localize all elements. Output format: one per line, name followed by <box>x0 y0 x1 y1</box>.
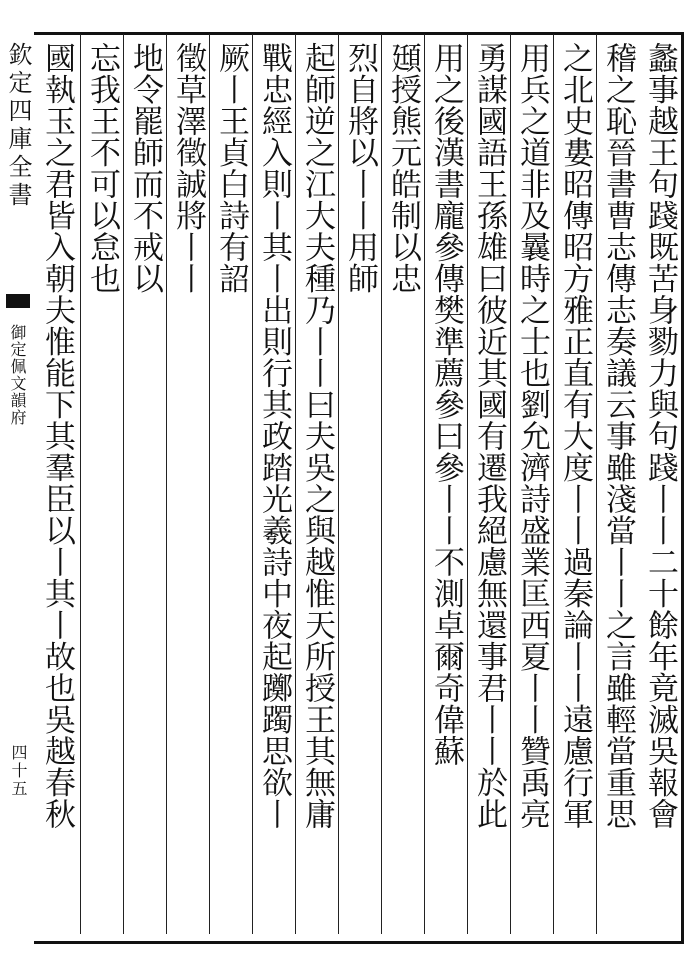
text-column-5: 勇謀國語王孫雄曰彼近其國有遷我絕慮無還事君丨丨於此 <box>471 42 507 830</box>
text-column-13: 地令罷師而不戒以 <box>127 42 163 294</box>
text-column-15: 國執玉之君皆入朝夫惟能下其羣臣以丨其丨故也吳越春秋 <box>39 42 75 830</box>
text-column-8: 烈自將以丨丨用師 <box>342 42 378 294</box>
text-column-10: 戰忠經入則丨其丨出則行其政踏光羲詩中夜起躑躅思欲丨 <box>256 42 292 830</box>
text-column-9: 起師逆之江大夫種乃丨丨曰夫吳之與越惟天所授王其無庸 <box>299 42 335 830</box>
volume-title: 御定佩文韻府 <box>8 324 27 426</box>
text-column-1: 蠡事越王句踐既苦身勠力與句踐丨丨二十餘年竟滅吳報會 <box>642 42 678 830</box>
book-title: 欽定四庫全書 <box>4 42 32 210</box>
page-number: 四十五 <box>9 744 28 798</box>
text-column-7: 頲授熊元皓制以忠 <box>385 42 421 294</box>
text-column-6: 用之後漢書龐參傳樊準薦參曰參丨丨不測卓爾奇偉蘇 <box>428 42 464 767</box>
text-column-2: 稽之恥晉書曹志傳志奏議云事雖淺當丨丨之言雖輕當重思 <box>600 42 636 830</box>
text-column-12: 徵草澤徵誠將丨丨 <box>170 42 206 294</box>
text-column-14: 忘我王不可以怠也 <box>84 42 120 294</box>
page-margin <box>0 42 34 942</box>
text-column-11: 厥丨王貞白詩有詔 <box>213 42 249 294</box>
text-column-4: 用兵之道非及曩時之士也劉允濟詩盛業匡西夏丨丨贊禹亮 <box>514 42 550 830</box>
fishtail-mark <box>6 294 30 308</box>
text-column-3: 之北史婁昭傳昭方雅正直有大度丨丨過秦論丨丨遠慮行軍 <box>557 42 593 830</box>
